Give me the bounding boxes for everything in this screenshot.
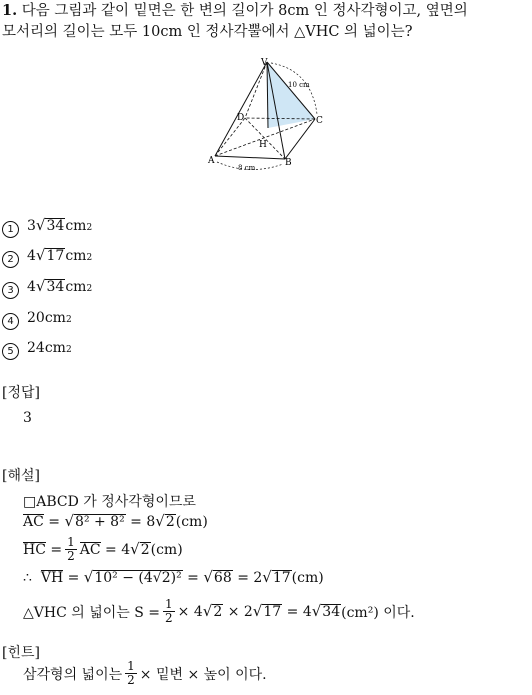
- question-number: 1.: [2, 2, 18, 19]
- label-a: A: [208, 156, 215, 166]
- pyramid-figure: [205, 56, 335, 176]
- sqrt: √ 17: [35, 246, 65, 264]
- option-3[interactable]: 3 4 √ 34 cm 2: [2, 279, 92, 297]
- option-5-mark: 5: [2, 343, 19, 360]
- explanation-line-4: ∴ VH = √ 10² − (4√2)² = √ 68 = 2 √ 17 (cm): [23, 568, 324, 586]
- explanation-line-5: △VHC 의 넓이는 S = $\frac{1}{2}$ × 4 √ 2 × 2 √ 17 = 4 √ 34 (cm²) 이다.: [23, 597, 415, 625]
- hint-line: 삼각형의 넓이는 $\frac{1}{2}$ × 밑변 × 높이 이다.: [23, 659, 267, 687]
- answer-label: [정답]: [2, 385, 40, 401]
- answer-value: 3: [23, 410, 32, 426]
- explanation-line-1: □ABCD 가 정사각형이므로: [23, 494, 196, 510]
- label-v: V: [261, 58, 268, 68]
- label-8cm: 8 cm: [238, 164, 256, 172]
- hint-label: [힌트]: [2, 645, 40, 661]
- sqrt: √ 34: [35, 277, 65, 295]
- option-1-mark: 1: [2, 221, 19, 238]
- question-line-1: [2, 1, 468, 21]
- option-2-mark: 2: [2, 251, 19, 268]
- question-text-1: 다음 그림과 같이 밑면은 한 변의 길이가 8cm 인 정사각형이고, 옆면의: [21, 3, 468, 19]
- question-line-2: 모서리의 길이는 모두 10cm 인 정사각뿔에서 △VHC 의 넓이는?: [2, 24, 413, 40]
- label-h: H: [259, 140, 267, 150]
- edge-vd: [245, 62, 267, 118]
- sqrt: √ 34: [35, 216, 65, 234]
- label-d: D: [237, 113, 245, 123]
- explanation-line-2: AC = √ 8² + 8² = 8 √ 2 (cm): [23, 512, 208, 530]
- option-2[interactable]: 2 4 √ 17 cm 2: [2, 248, 92, 266]
- option-5[interactable]: 5 24cm 2: [2, 340, 72, 358]
- base-front-edges: [215, 119, 315, 159]
- label-10cm: 10 cm: [288, 81, 310, 89]
- explanation-line-3: HC = $\frac{1}{2}$ AC = 4 √ 2 (cm): [23, 535, 183, 563]
- diagonal-ac: [215, 119, 315, 156]
- option-3-mark: 3: [2, 282, 19, 299]
- label-b: B: [285, 158, 292, 168]
- label-c: C: [316, 116, 323, 126]
- explanation-label: [해설]: [2, 468, 40, 484]
- option-1[interactable]: 1 3 √ 34 cm 2: [2, 218, 92, 236]
- option-4[interactable]: 4 20cm 2: [2, 310, 72, 328]
- option-4-mark: 4: [2, 313, 19, 330]
